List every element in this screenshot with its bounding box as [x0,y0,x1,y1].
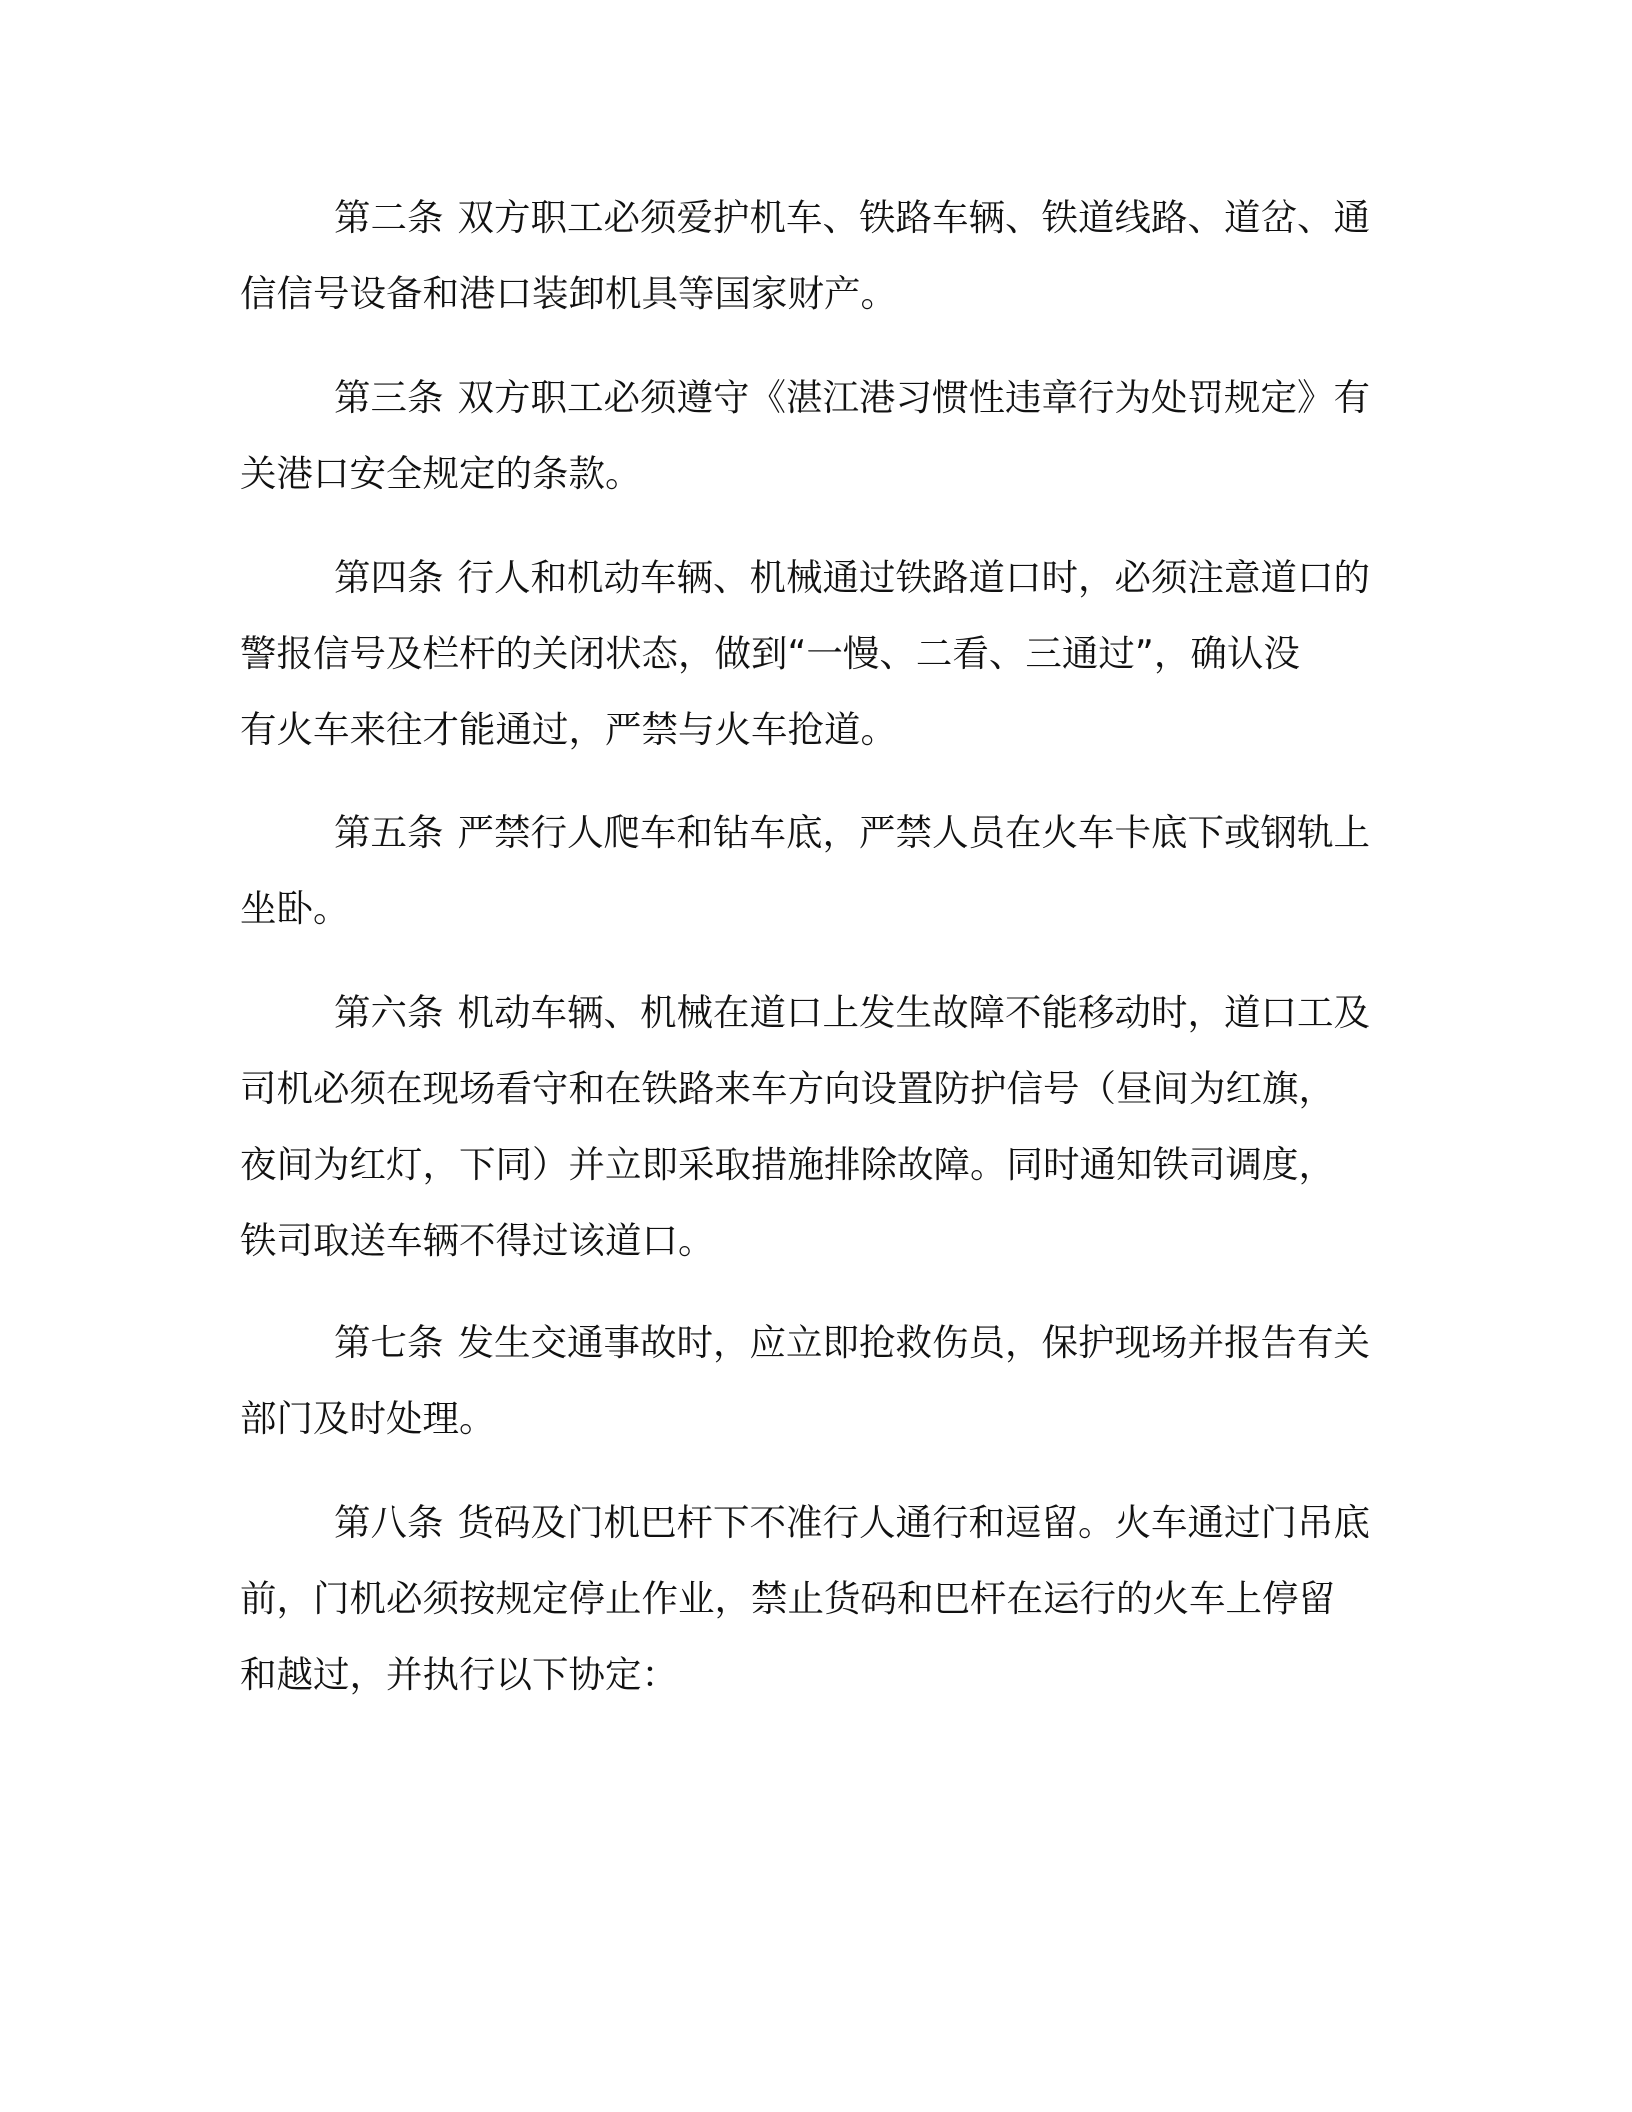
article-line: 警报信号及栏杆的关闭状态，做到“一慢、二看、三通过”，确认没 [240,632,1300,675]
article-line: 铁司取送车辆不得过该道口。 [240,1219,715,1262]
article-line: 第五条 严禁行人爬车和钻车底，严禁人员在火车卡底下或钢轨上 [334,811,1370,854]
article-line: 关港口安全规定的条款。 [240,452,642,495]
article-label: 第四条 [334,556,444,599]
article-line: 第六条 机动车辆、机械在道口上发生故障不能移动时，道口工及 [334,991,1370,1034]
article-label: 第三条 [334,376,444,419]
article-label: 第六条 [334,991,444,1034]
article-line: 第三条 双方职工必须遵守《湛江港习惯性违章行为处罚规定》有 [334,376,1370,419]
article-line: 第二条 双方职工必须爱护机车、铁路车辆、铁道线路、道岔、通 [334,196,1370,239]
article-label: 第二条 [334,196,444,239]
article-line: 信信号设备和港口装卸机具等国家财产。 [240,272,897,315]
article-line: 第四条 行人和机动车辆、机械通过铁路道口时，必须注意道口的 [334,556,1370,599]
article-line: 第八条 货码及门机巴杆下不准行人通行和逗留。火车通过门吊底 [334,1501,1370,1544]
article-line: 和越过，并执行以下协定： [240,1653,678,1696]
article-line: 部门及时处理。 [240,1397,496,1440]
article-label: 第五条 [334,811,444,854]
article-line: 夜间为红灯，下同）并立即采取措施排除故障。同时通知铁司调度， [240,1143,1335,1186]
article-line: 坐卧。 [240,887,350,930]
article-line: 第七条 发生交通事故时，应立即抢救伤员，保护现场并报告有关 [334,1321,1370,1364]
article-line: 有火车来往才能通过，严禁与火车抢道。 [240,708,897,751]
article-line: 前，门机必须按规定停止作业，禁止货码和巴杆在运行的火车上停留 [240,1577,1335,1620]
article-label: 第七条 [334,1321,444,1364]
article-label: 第八条 [334,1501,444,1544]
article-line: 司机必须在现场看守和在铁路来车方向设置防护信号（昼间为红旗， [240,1067,1335,1110]
